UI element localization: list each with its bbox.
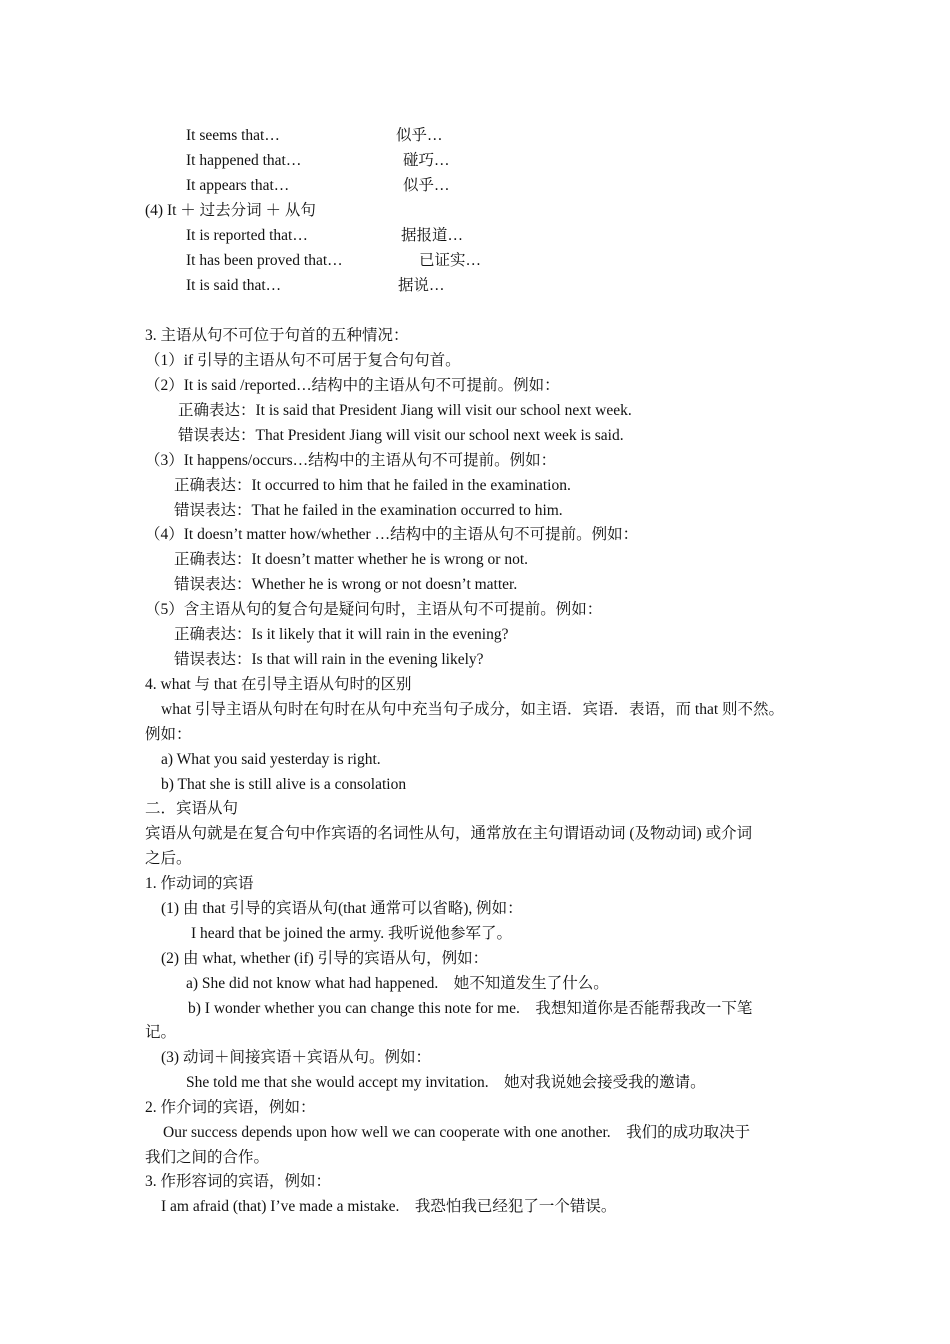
phrase-en: It happened that…: [186, 152, 302, 169]
phrase-cn: 已证实…: [419, 252, 482, 269]
example-line: Our success depends upon how well we can cooperate with one another. 我们的成功取决于: [163, 1124, 751, 1141]
section-heading: 二．宾语从句: [145, 800, 239, 817]
example-line: a) She did not know what had happened. 她不知道发生了什么。: [186, 975, 609, 992]
paragraph-line: (3) 动词＋间接宾语＋宾语从句。例如：: [161, 1049, 431, 1066]
paragraph-line: （1）if 引导的主语从句不可居于复合句句首。: [145, 352, 461, 369]
example-line: 我们之间的合作。: [145, 1149, 270, 1166]
paragraph-line: （5）含主语从句的复合句是疑问句时，主语从句不可提前。例如：: [145, 601, 603, 618]
phrase-cn: 似乎…: [403, 177, 450, 194]
paragraph-line: what 引导主语从句时在句时在从句中充当句子成分，如主语．宾语．表语，而 that 则不然。: [161, 701, 784, 718]
example-line: I heard that be joined the army. 我听说他参军了。: [191, 925, 512, 942]
paragraph-line: （3）It happens/occurs…结构中的主语从句不可提前。例如：: [145, 452, 557, 469]
paragraph-line: （4）It doesn’t matter how/whether …结构中的主语从句不可提前。例如：: [145, 526, 639, 543]
example-line: b) That she is still alive is a consolation: [161, 776, 407, 793]
paragraph-line: （2）It is said /reported…结构中的主语从句不可提前。例如：: [145, 377, 560, 394]
section-heading: 3. 主语从句不可位于句首的五种情况：: [145, 327, 409, 344]
paragraph-line: 宾语从句就是在复合句中作宾语的名词性从句，通常放在主句谓语动词 (及物动词) 或介词: [145, 825, 753, 842]
example-line: a) What you said yesterday is right.: [161, 751, 381, 768]
section-heading: 2. 作介词的宾语，例如：: [145, 1099, 316, 1116]
paragraph-line: 例如：: [145, 726, 192, 743]
example-line: I am afraid (that) I’ve made a mistake. 我恐怕我已经犯了一个错误。: [161, 1198, 617, 1215]
phrase-en: It has been proved that…: [186, 252, 343, 269]
phrase-en: It appears that…: [186, 177, 290, 194]
example-line: She told me that she would accept my invitation. 她对我说她会接受我的邀请。: [186, 1074, 706, 1091]
phrase-en: It is said that…: [186, 277, 282, 294]
section-heading: 4. what 与 that 在引导主语从句时的区别: [145, 676, 412, 693]
phrase-cn: 据报道…: [401, 227, 464, 244]
phrase-cn: 似乎…: [396, 127, 443, 144]
example-wrong: 错误表达：That President Jiang will visit our school next week is said.: [178, 427, 624, 444]
example-correct: 正确表达：It occurred to him that he failed in the examination.: [174, 477, 571, 494]
example-correct: 正确表达：It doesn’t matter whether he is wrong or not.: [174, 551, 528, 568]
paragraph-line: (1) 由 that 引导的宾语从句(that 通常可以省略), 例如：: [161, 900, 523, 917]
phrase-en: It seems that…: [186, 127, 280, 144]
example-line: 记。: [145, 1024, 177, 1041]
example-line: b) I wonder whether you can change this note for me. 我想知道你是否能帮我改一下笔: [188, 1000, 753, 1017]
example-correct: 正确表达：It is said that President Jiang will visit our school next week.: [178, 402, 632, 419]
example-wrong: 错误表达：That he failed in the examination occurred to him.: [174, 502, 563, 519]
phrase-cn: 据说…: [398, 277, 445, 294]
example-correct: 正确表达：Is it likely that it will rain in the evening?: [174, 626, 509, 643]
paragraph-line: 之后。: [145, 850, 192, 867]
paragraph-line: (2) 由 what, whether (if) 引导的宾语从句，例如：: [161, 950, 489, 967]
phrase-en: It is reported that…: [186, 227, 308, 244]
section-heading: 3. 作形容词的宾语，例如：: [145, 1173, 332, 1190]
example-wrong: 错误表达：Whether he is wrong or not doesn’t matter.: [174, 576, 518, 593]
section-heading: 1. 作动词的宾语: [145, 875, 254, 892]
section-heading: (4) It ＋ 过去分词 ＋ 从句: [145, 202, 316, 219]
phrase-cn: 碰巧…: [403, 152, 450, 169]
example-wrong: 错误表达：Is that will rain in the evening likely?: [174, 651, 484, 668]
